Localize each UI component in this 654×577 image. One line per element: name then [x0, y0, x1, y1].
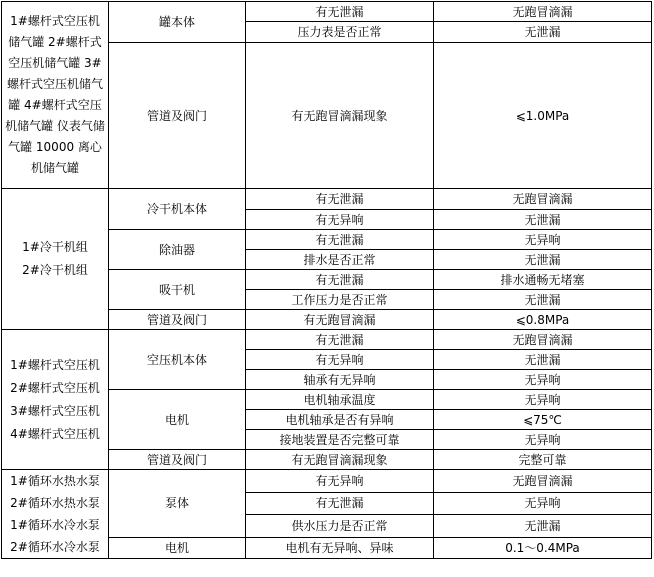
item-cell: 有无泄漏: [246, 492, 434, 515]
equipment-group-cell: [2, 189, 109, 330]
item-cell: 有无泄漏: [246, 330, 434, 350]
group-line: 1#循环水冷水泵: [10, 518, 100, 532]
standard-cell: 无跑冒滴漏: [434, 330, 652, 350]
part-cell: 电机: [109, 390, 246, 450]
standard-cell: 无泄漏: [434, 350, 652, 370]
standard-cell: ⩽75℃: [434, 410, 652, 430]
item-cell: 工作压力是否正常: [246, 290, 434, 310]
item-cell: 电机轴承温度: [246, 390, 434, 410]
item-cell: 有无泄漏: [246, 2, 434, 22]
part-cell: 电机: [109, 537, 246, 558]
item-cell: 电机有无异响、异味: [246, 537, 434, 558]
group-line: 1#螺杆式空压机: [10, 357, 100, 372]
group-line: 4#螺杆式空压机: [10, 426, 100, 441]
item-cell: 接地装置是否完整可靠: [246, 430, 434, 450]
item-cell: 轴承有无异响: [246, 370, 434, 390]
item-cell: 有无泄漏: [246, 189, 434, 210]
table-row: [2, 330, 652, 350]
item-cell: 有无跑冒滴漏现象: [246, 43, 434, 189]
item-cell: 有无异响: [246, 210, 434, 230]
standard-cell: 无泄漏: [434, 250, 652, 270]
item-cell: 有无异响: [246, 350, 434, 370]
equipment-group-cell: 1#螺杆式空压机储气罐 2#螺杆式空压机储气罐 3#螺杆式空压机储气罐 4#螺杆式空压机储气罐 仪表气储气罐 10000 离心机储气罐: [2, 2, 109, 189]
standard-cell: 无异响: [434, 230, 652, 250]
item-cell: 压力表是否正常: [246, 22, 434, 43]
standard-cell: 无异响: [434, 492, 652, 515]
group-line: 1#冷干机组: [22, 240, 88, 254]
standard-cell: 无泄漏: [434, 210, 652, 230]
standard-cell: 无跑冒滴漏: [434, 470, 652, 493]
standard-cell: 无异响: [434, 390, 652, 410]
item-cell: 有无异响: [246, 470, 434, 493]
group-line: 2#循环水热水泵: [10, 496, 100, 510]
standard-cell: 无泄漏: [434, 290, 652, 310]
standard-cell: 无跑冒滴漏: [434, 2, 652, 22]
item-cell: 有无跑冒滴漏现象: [246, 450, 434, 470]
standard-cell: 无异响: [434, 430, 652, 450]
group-line: 2#循环水冷水泵: [10, 540, 100, 554]
item-cell: 有无泄漏: [246, 270, 434, 290]
standard-cell: 排水通畅无堵塞: [434, 270, 652, 290]
standard-cell: ⩽0.8MPa: [434, 310, 652, 330]
part-cell: 管道及阀门: [109, 310, 246, 330]
part-cell: 管道及阀门: [109, 43, 246, 189]
part-cell: 泵体: [109, 470, 246, 538]
part-cell: 除油器: [109, 230, 246, 270]
inspection-table: [1, 1, 652, 559]
table-row: [2, 2, 652, 22]
group-line: 2#螺杆式空压机: [10, 380, 100, 395]
part-cell: 空压机本体: [109, 330, 246, 390]
table-row: [2, 189, 652, 210]
standard-cell: 完整可靠: [434, 450, 652, 470]
standard-cell: 0.1～0.4MPa: [434, 537, 652, 558]
standard-cell: 无异响: [434, 370, 652, 390]
standard-cell: 无泄漏: [434, 515, 652, 538]
item-cell: 有无跑冒滴漏: [246, 310, 434, 330]
part-cell: 管道及阀门: [109, 450, 246, 470]
equipment-group-cell: [2, 470, 109, 559]
item-cell: 有无泄漏: [246, 230, 434, 250]
table-row: [2, 470, 652, 493]
group-line: 3#螺杆式空压机: [10, 403, 100, 418]
part-cell: 吸干机: [109, 270, 246, 310]
group-line: 1#循环水热水泵: [10, 474, 100, 488]
group-line: 2#冷干机组: [22, 263, 88, 277]
part-cell: 冷干机本体: [109, 189, 246, 230]
item-cell: 电机轴承是否有异响: [246, 410, 434, 430]
standard-cell: 无跑冒滴漏: [434, 189, 652, 210]
standard-cell: 无泄漏: [434, 22, 652, 43]
standard-cell: ⩽1.0MPa: [434, 43, 652, 189]
equipment-group-cell: [2, 330, 109, 470]
item-cell: 供水压力是否正常: [246, 515, 434, 538]
item-cell: 排水是否正常: [246, 250, 434, 270]
part-cell: 罐本体: [109, 2, 246, 43]
